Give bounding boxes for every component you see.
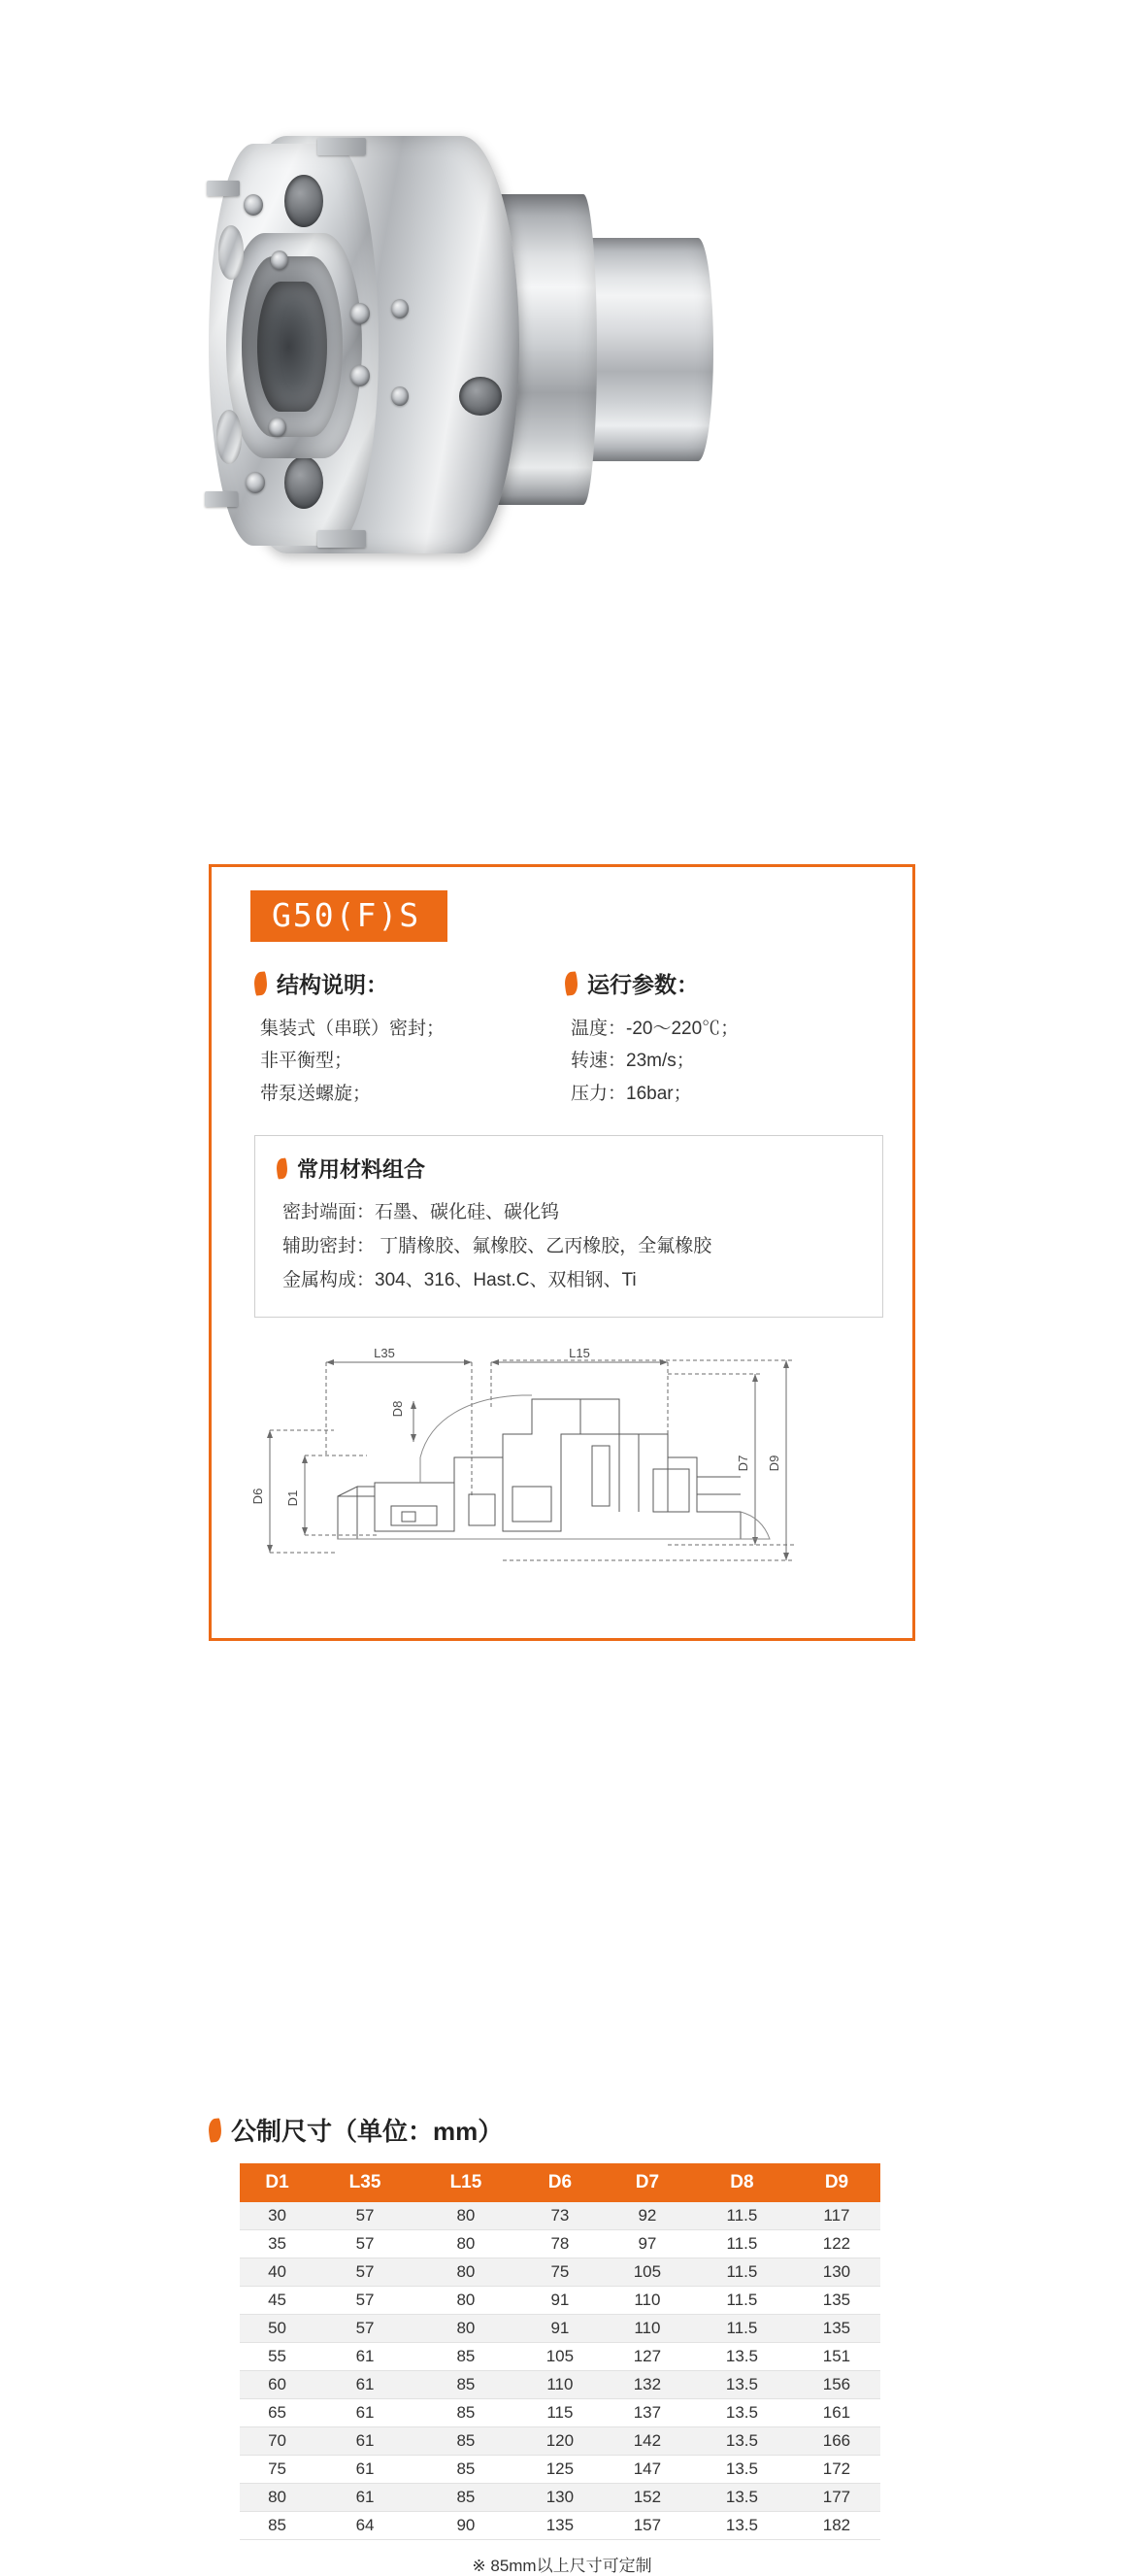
column-header-d8: D8 [691, 2163, 793, 2202]
table-row [240, 2484, 880, 2512]
cell: 80 [415, 2258, 516, 2287]
dim-label-l15: L15 [569, 1346, 590, 1361]
cell: 61 [314, 2427, 415, 2456]
dimension-note: ※ 85mm以上尺寸可定制 [472, 2557, 652, 2575]
table-row [240, 2427, 880, 2456]
retaining-clip [218, 225, 244, 280]
set-screw [246, 472, 265, 493]
cell: 132 [604, 2371, 691, 2399]
flange-bolt-hole-top [284, 175, 323, 227]
cell: 65 [240, 2399, 314, 2427]
cell: 177 [793, 2484, 880, 2512]
cell: 11.5 [691, 2202, 793, 2230]
cell: 80 [415, 2287, 516, 2315]
flame-icon [564, 971, 578, 995]
flame-icon [208, 2118, 222, 2142]
cell: 151 [793, 2343, 880, 2371]
materials-row: 辅助密封： 丁腈橡胶、氟橡胶、乙丙橡胶，全氟橡胶 [282, 1235, 712, 1256]
product-photo-area [0, 0, 1123, 845]
flame-icon [253, 971, 268, 995]
cell: 137 [604, 2399, 691, 2427]
cell: 57 [314, 2315, 415, 2343]
operating-heading [565, 967, 875, 999]
cell: 11.5 [691, 2287, 793, 2315]
cell: 152 [604, 2484, 691, 2512]
cell: 57 [314, 2258, 415, 2287]
cell: 64 [314, 2512, 415, 2540]
flange-bolt-hole-bottom [284, 456, 323, 509]
cell: 85 [240, 2512, 314, 2540]
cell: 172 [793, 2456, 880, 2484]
table-row [240, 2371, 880, 2399]
operating-heading-label: 运行参数： [587, 972, 699, 997]
technical-drawing [212, 1341, 912, 1613]
column-header-d6: D6 [516, 2163, 604, 2202]
materials-heading-label: 常用材料组合 [297, 1156, 426, 1182]
cell: 80 [415, 2315, 516, 2343]
cell: 80 [415, 2202, 516, 2230]
dimension-table [240, 2163, 880, 2540]
set-screw [391, 386, 409, 406]
cell: 156 [793, 2371, 880, 2399]
cell: 11.5 [691, 2315, 793, 2343]
cell: 110 [516, 2371, 604, 2399]
table-row [240, 2287, 880, 2315]
cell: 45 [240, 2287, 314, 2315]
mechanical-seal-render [209, 136, 752, 544]
cell: 13.5 [691, 2343, 793, 2371]
cell: 55 [240, 2343, 314, 2371]
cell: 105 [516, 2343, 604, 2371]
table-row [240, 2202, 880, 2230]
cell: 85 [415, 2427, 516, 2456]
cell: 13.5 [691, 2484, 793, 2512]
cell: 135 [793, 2315, 880, 2343]
cell: 35 [240, 2230, 314, 2258]
structure-heading-label: 结构说明： [277, 972, 388, 997]
dim-label-d6: D6 [250, 1488, 265, 1505]
cell: 105 [604, 2258, 691, 2287]
cell: 110 [604, 2287, 691, 2315]
materials-box [254, 1135, 883, 1318]
cell: 91 [516, 2315, 604, 2343]
set-screw [244, 194, 263, 216]
cell: 75 [240, 2456, 314, 2484]
dim-label-d1: D1 [285, 1489, 300, 1507]
materials-heading [277, 1154, 861, 1184]
table-row [240, 2258, 880, 2287]
cell: 11.5 [691, 2230, 793, 2258]
operating-line: 压力：16bar； [571, 1083, 692, 1104]
cell: 13.5 [691, 2399, 793, 2427]
cell: 85 [415, 2484, 516, 2512]
cell: 61 [314, 2399, 415, 2427]
cell: 75 [516, 2258, 604, 2287]
cell: 122 [793, 2230, 880, 2258]
setting-tab [207, 181, 240, 196]
cell: 61 [314, 2343, 415, 2371]
cell: 13.5 [691, 2512, 793, 2540]
table-row [240, 2315, 880, 2343]
setting-tab [317, 530, 366, 548]
product-model-title: G50(F)S [250, 890, 447, 942]
dimension-title [209, 2112, 915, 2148]
cell: 127 [604, 2343, 691, 2371]
cell: 90 [415, 2512, 516, 2540]
set-screw [350, 365, 370, 386]
table-row [240, 2512, 880, 2540]
dimension-table-body [240, 2202, 880, 2540]
cell: 11.5 [691, 2258, 793, 2287]
column-header-d1: D1 [240, 2163, 314, 2202]
column-header-l15: L15 [415, 2163, 516, 2202]
operating-column [565, 967, 875, 1110]
cell: 91 [516, 2287, 604, 2315]
cell: 61 [314, 2484, 415, 2512]
cell: 135 [516, 2512, 604, 2540]
column-header-d9: D9 [793, 2163, 880, 2202]
column-header-d7: D7 [604, 2163, 691, 2202]
cell: 61 [314, 2371, 415, 2399]
flush-port [459, 377, 502, 416]
table-header-row [240, 2163, 880, 2202]
flame-icon [276, 1157, 288, 1179]
cell: 135 [793, 2287, 880, 2315]
structure-line: 带泵送螺旋； [260, 1083, 372, 1104]
cell: 92 [604, 2202, 691, 2230]
drawing-svg [212, 1341, 918, 1613]
dim-label-d7: D7 [736, 1455, 750, 1472]
dim-label-d9: D9 [767, 1455, 781, 1472]
cell: 73 [516, 2202, 604, 2230]
cell: 30 [240, 2202, 314, 2230]
cell: 50 [240, 2315, 314, 2343]
spec-panel [209, 864, 915, 1641]
set-screw [350, 303, 370, 324]
cell: 57 [314, 2202, 415, 2230]
cell: 130 [516, 2484, 604, 2512]
cell: 120 [516, 2427, 604, 2456]
set-screw [269, 418, 286, 437]
cell: 166 [793, 2427, 880, 2456]
structure-heading [254, 967, 565, 999]
cell: 61 [314, 2456, 415, 2484]
setting-tab [205, 491, 238, 507]
cell: 85 [415, 2343, 516, 2371]
cell: 85 [415, 2456, 516, 2484]
table-row [240, 2343, 880, 2371]
operating-line: 温度：-20～220℃； [571, 1019, 740, 1039]
cell: 125 [516, 2456, 604, 2484]
structure-line: 集装式（串联）密封； [260, 1019, 446, 1039]
cell: 78 [516, 2230, 604, 2258]
cell: 13.5 [691, 2456, 793, 2484]
table-row [240, 2399, 880, 2427]
cell: 57 [314, 2287, 415, 2315]
cell: 70 [240, 2427, 314, 2456]
cell: 13.5 [691, 2427, 793, 2456]
column-header-l35: L35 [314, 2163, 415, 2202]
seal-shaft-bore [257, 282, 327, 412]
materials-row: 密封端面：石墨、碳化硅、碳化钨 [282, 1201, 560, 1222]
cell: 147 [604, 2456, 691, 2484]
cell: 13.5 [691, 2371, 793, 2399]
cell: 85 [415, 2399, 516, 2427]
cell: 157 [604, 2512, 691, 2540]
table-row [240, 2230, 880, 2258]
cell: 117 [793, 2202, 880, 2230]
materials-row: 金属构成：304、316、Hast.C、双相钢、Ti [282, 1270, 637, 1291]
cell: 60 [240, 2371, 314, 2399]
setting-tab [317, 138, 366, 155]
cell: 97 [604, 2230, 691, 2258]
table-row [240, 2456, 880, 2484]
operating-line: 转速：23m/s； [571, 1051, 695, 1072]
cell: 80 [415, 2230, 516, 2258]
cell: 80 [240, 2484, 314, 2512]
spec-columns [254, 967, 912, 1110]
cell: 110 [604, 2315, 691, 2343]
dimension-section [209, 2112, 915, 2576]
cell: 142 [604, 2427, 691, 2456]
structure-line: 非平衡型； [260, 1051, 353, 1072]
dimension-title-label: 公制尺寸（单位：mm） [231, 2117, 504, 2146]
cell: 57 [314, 2230, 415, 2258]
set-screw [271, 251, 288, 270]
set-screw [391, 299, 409, 318]
cell: 182 [793, 2512, 880, 2540]
product-photo [39, 10, 815, 786]
retaining-clip [216, 410, 242, 464]
dim-label-d8: D8 [390, 1400, 405, 1418]
cell: 85 [415, 2371, 516, 2399]
dim-label-l35: L35 [374, 1346, 395, 1361]
cell: 115 [516, 2399, 604, 2427]
cell: 40 [240, 2258, 314, 2287]
cell: 130 [793, 2258, 880, 2287]
cell: 161 [793, 2399, 880, 2427]
structure-column [254, 967, 565, 1110]
